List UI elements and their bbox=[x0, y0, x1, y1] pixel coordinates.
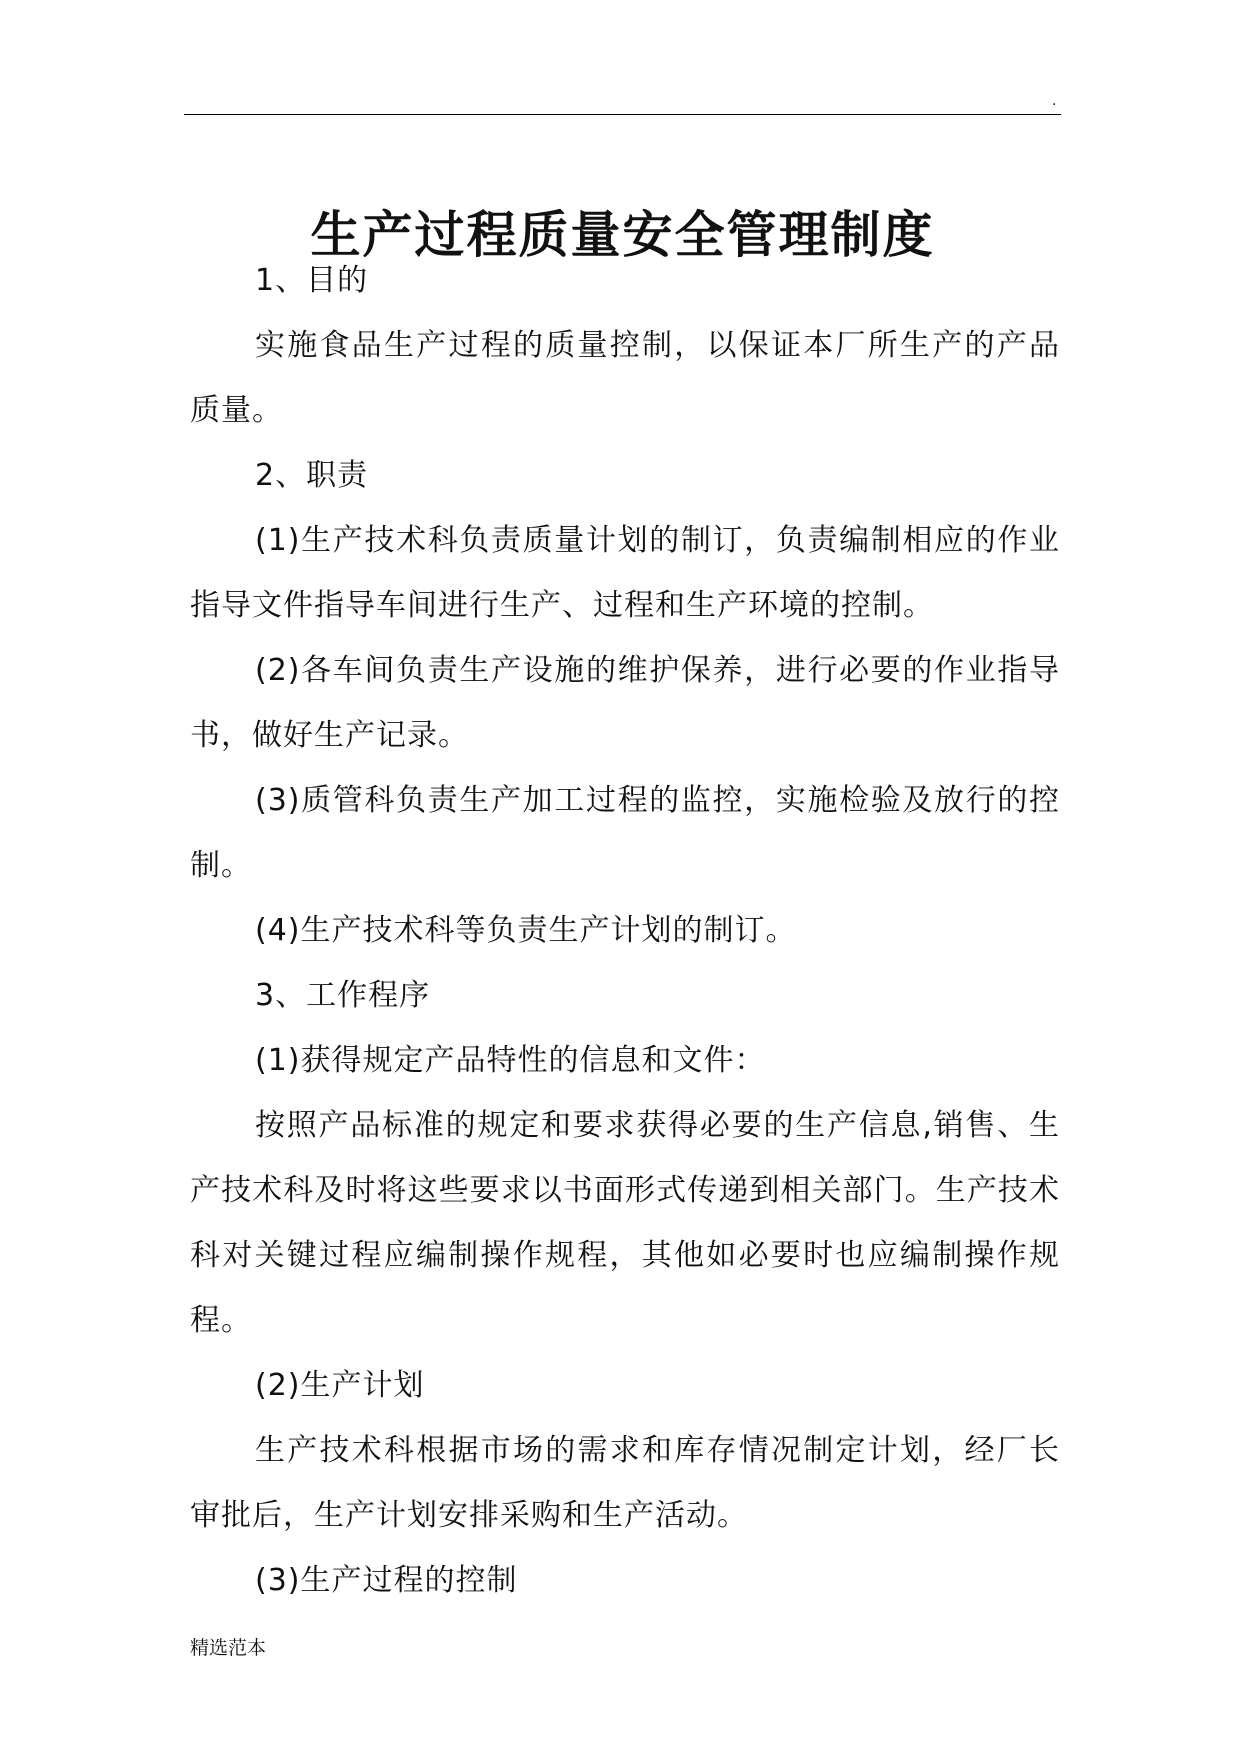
paragraph-duty-4: (4)生产技术科等负责生产计划的制订。 bbox=[255, 913, 797, 948]
header-mark: . bbox=[1052, 93, 1057, 109]
paragraph-duty-2: (2)各车间负责生产设施的维护保养，进行必要的作业指导书，做好生产记录。 bbox=[190, 653, 1060, 753]
paragraph-purpose: 实施食品生产过程的质量控制，以保证本厂所生产的产品质量。 bbox=[190, 328, 1060, 428]
header-rule bbox=[184, 114, 1061, 115]
document-body bbox=[190, 248, 1060, 1613]
footer-label: 精选范本 bbox=[190, 1637, 267, 1659]
section-heading-duties: 2、职责 bbox=[255, 458, 369, 493]
paragraph-duty-1: (1)生产技术科负责质量计划的制订，负责编制相应的作业指导文件指导车间进行生产、过程和生产环境的控制。 bbox=[190, 523, 1060, 623]
subheading-production-plan: (2)生产计划 bbox=[255, 1368, 425, 1403]
paragraph-production-plan: 生产技术科根据市场的需求和库存情况制定计划，经厂长审批后，生产计划安排采购和生产活动。 bbox=[190, 1433, 1060, 1533]
section-heading-purpose: 1、目的 bbox=[255, 263, 369, 298]
section-heading-procedure: 3、工作程序 bbox=[255, 978, 431, 1013]
paragraph-duty-3: (3)质管科负责生产加工过程的监控，实施检验及放行的控制。 bbox=[190, 783, 1060, 883]
subheading-product-info: (1)获得规定产品特性的信息和文件： bbox=[255, 1043, 766, 1078]
subheading-process-control: (3)生产过程的控制 bbox=[255, 1563, 518, 1598]
document-title: 生产过程质量安全管理制度 bbox=[310, 204, 935, 264]
paragraph-product-info: 按照产品标准的规定和要求获得必要的生产信息,销售、生产技术科及时将这些要求以书面形式传递到相关部门。生产技术科对关键过程应编制操作规程，其他如必要时也应编制操作规程。 bbox=[190, 1108, 1060, 1338]
